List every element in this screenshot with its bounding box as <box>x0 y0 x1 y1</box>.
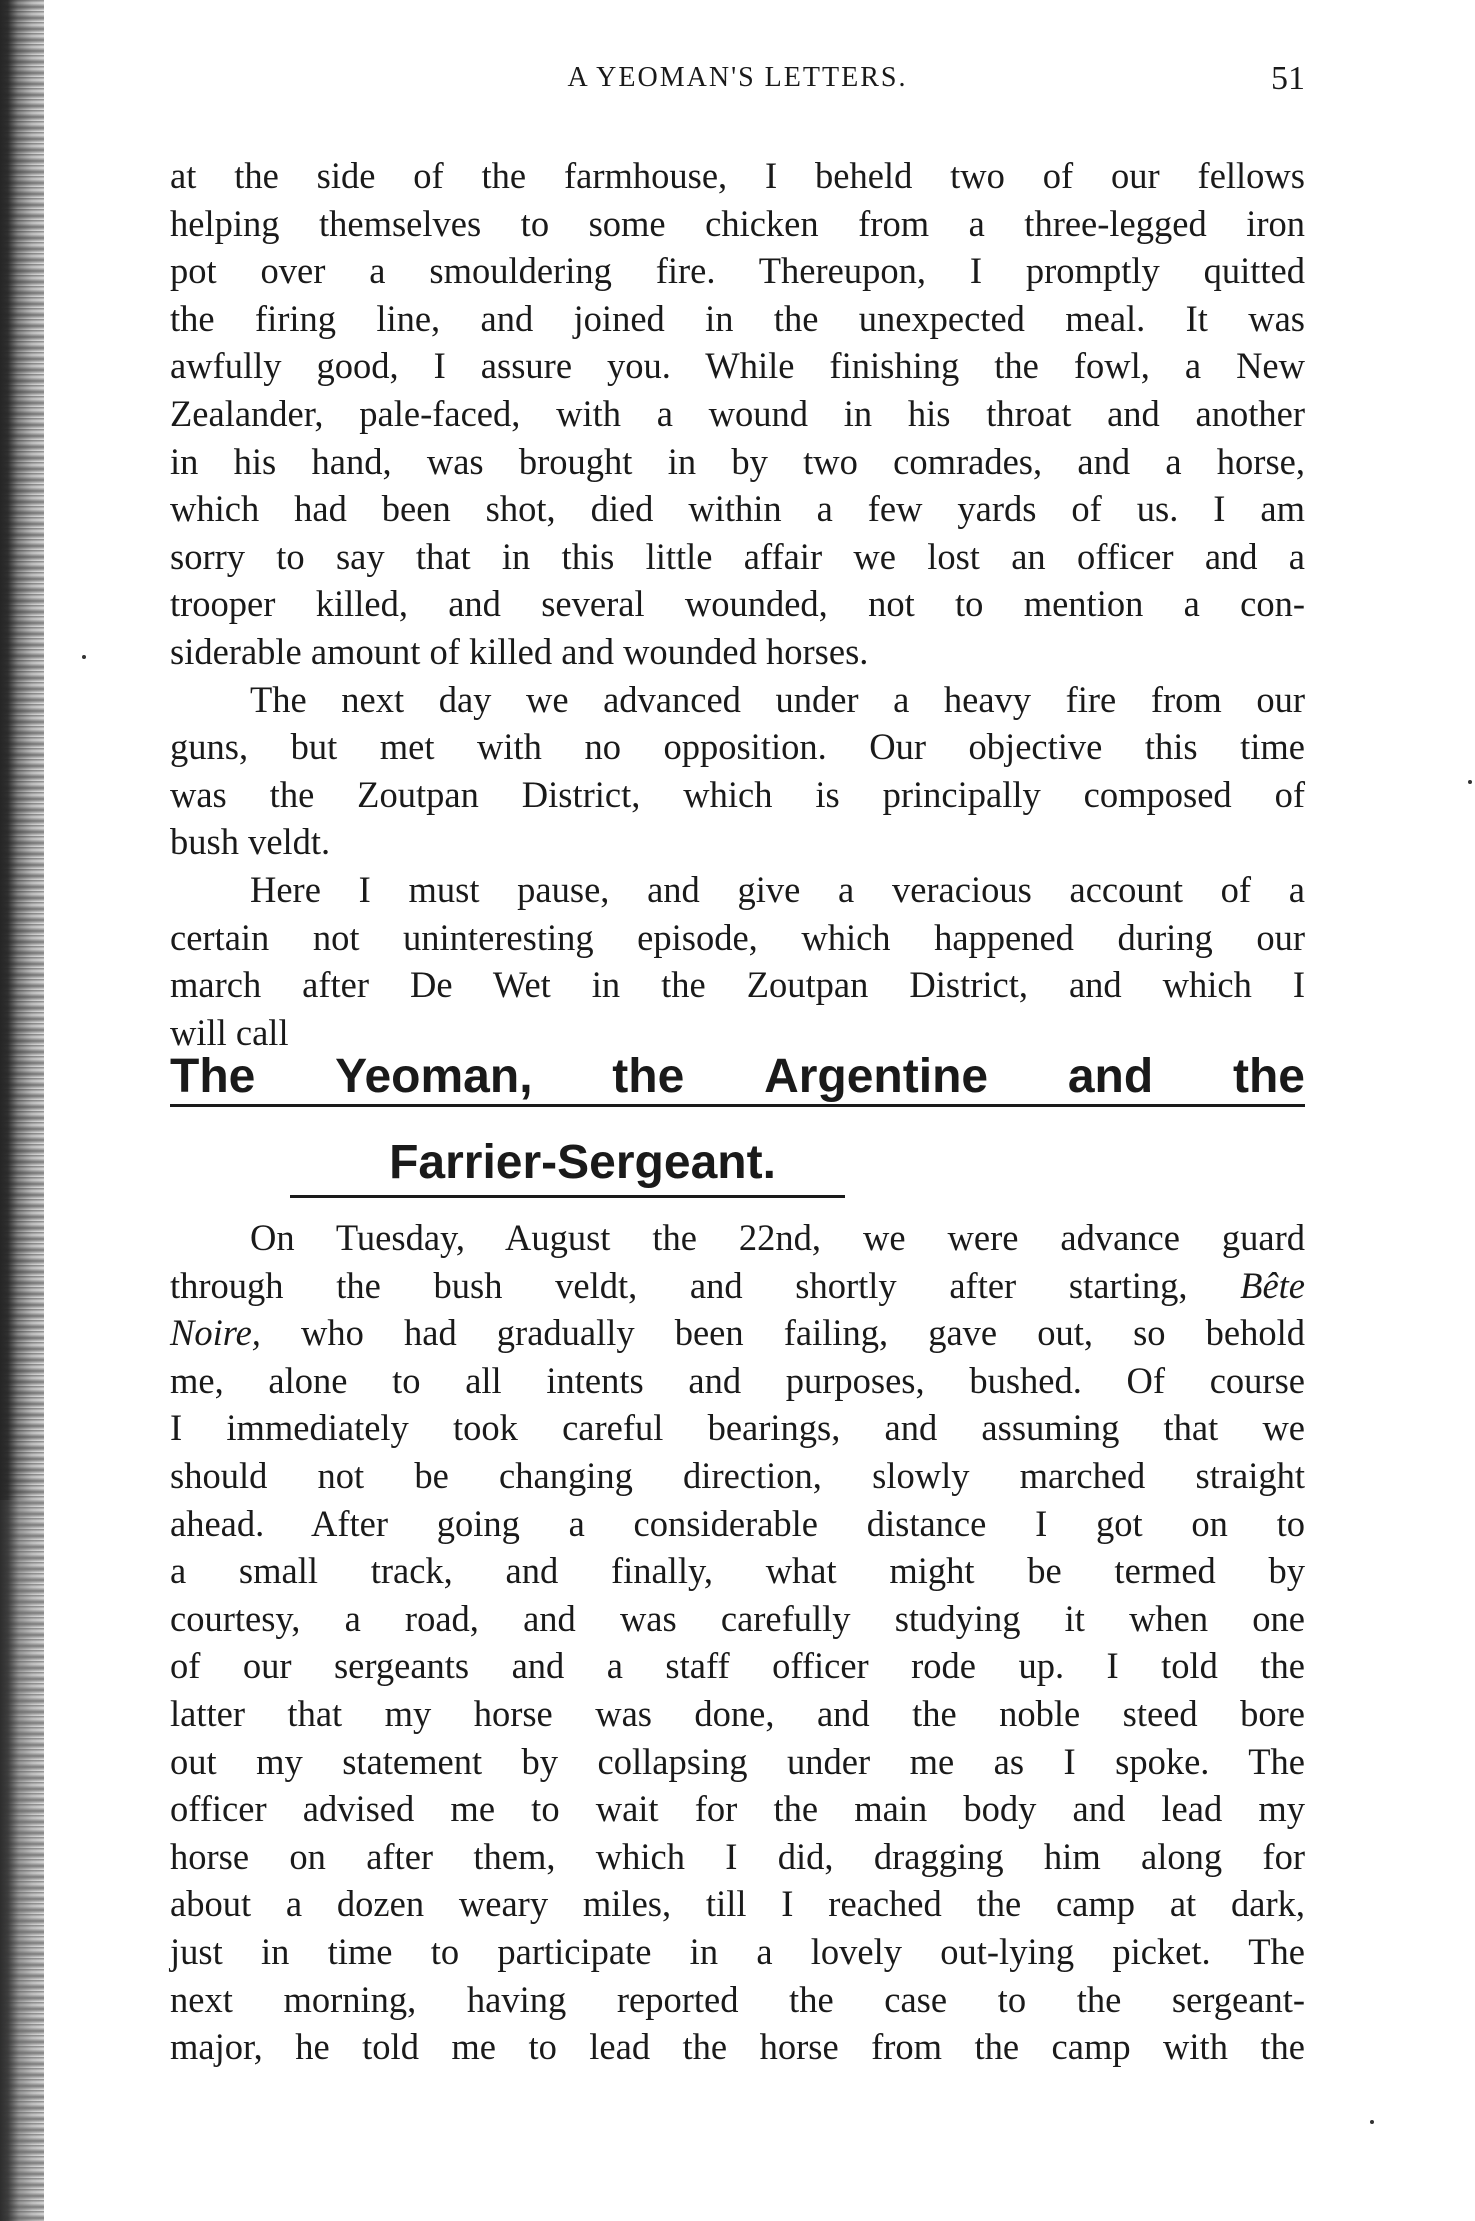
text-line: ahead. After going a considerable distance I got on to <box>170 1502 1305 1544</box>
running-head <box>170 62 1305 102</box>
text-line: me, alone to all intents and purposes, bushed. Of course <box>170 1359 1305 1401</box>
body-text-lower <box>170 1214 1305 2071</box>
heading-word: Yeoman, <box>335 1050 533 1103</box>
text-line: The next day we advanced under a heavy fire from our <box>250 678 1305 720</box>
text-line: about a dozen weary miles, till I reached the camp at dark, <box>170 1883 1305 1925</box>
text-line: sorry to say that in this little affair we lost an officer and a <box>170 535 1305 577</box>
italic-horse-name: Noire, <box>170 1312 261 1354</box>
running-title: A YEOMAN'S LETTERS. <box>567 62 908 93</box>
text-line: the firing line, and joined in the unexpected meal. It was <box>170 297 1305 339</box>
text-line: trooper killed, and several wounded, not to mention a con- <box>170 583 1305 625</box>
section-heading-line-1 <box>170 1042 1305 1107</box>
italic-horse-name: Bête <box>1240 1264 1306 1306</box>
text-line: major, he told me to lead the horse from the camp with the <box>170 2026 1305 2068</box>
body-text-upper <box>170 152 1305 1056</box>
heading-word: the <box>1232 1050 1305 1103</box>
scan-speck <box>1468 780 1472 784</box>
text-line: I immediately took careful bearings, and assuming that we <box>170 1407 1305 1449</box>
text-line: will call <box>170 1011 289 1053</box>
text-line: which had been shot, died within a few yards of us. I am <box>170 488 1305 530</box>
heading-word: Argentine <box>764 1050 989 1103</box>
text-line: courtesy, a road, and was carefully studying it when one <box>170 1597 1305 1639</box>
text-line: a small track, and finally, what might be termed by <box>170 1550 1305 1592</box>
heading-subtitle: Farrier-Sergeant. <box>389 1136 776 1189</box>
text-line: bush veldt. <box>170 821 331 863</box>
text-line: officer advised me to wait for the main body and lead my <box>170 1788 1305 1830</box>
paragraph-episode-intro <box>170 866 1305 1056</box>
text-line: On Tuesday, August the 22nd, we were advance guard <box>250 1217 1305 1258</box>
text-line-with-italic <box>170 1309 1305 1357</box>
text-line: helping themselves to some chicken from a three-legged iron <box>170 202 1305 244</box>
text-line: Here I must pause, and give a veracious account of a <box>250 868 1305 910</box>
heading-word: and <box>1067 1050 1154 1103</box>
paragraph-continuation <box>170 152 1305 676</box>
scan-speck <box>1370 2120 1374 2124</box>
text-line: march after De Wet in the Zoutpan District, and which I <box>170 964 1305 1006</box>
text-line: latter that my horse was done, and the noble steed bore <box>170 1692 1305 1734</box>
heading-word: The <box>170 1050 256 1103</box>
text-line: next morning, having reported the case to the sergeant- <box>170 1978 1305 2020</box>
text-fragment: who had gradually been failing, gave out, so behold <box>301 1312 1305 1354</box>
text-line: at the side of the farmhouse, I beheld two of our fellows <box>170 155 1305 196</box>
text-fragment: through the bush veldt, and shortly after starting, <box>170 1264 1188 1306</box>
text-line: out my statement by collapsing under me as I spoke. The <box>170 1740 1305 1782</box>
page-number: 51 <box>1271 60 1305 97</box>
text-line: siderable amount of killed and wounded horses. <box>170 630 869 672</box>
text-line: in his hand, was brought in by two comrades, and a horse, <box>170 440 1305 482</box>
heading-word: the <box>612 1050 685 1103</box>
text-line: certain not uninteresting episode, which happened during our <box>170 916 1305 958</box>
text-line: was the Zoutpan District, which is principally composed of <box>170 773 1305 815</box>
text-line-with-italic <box>170 1262 1305 1310</box>
text-line: just in time to participate in a lovely out-lying picket. The <box>170 1930 1305 1972</box>
text-line: should not be changing direction, slowly marched straight <box>170 1454 1305 1496</box>
paragraph-story <box>170 1214 1305 2071</box>
paragraph-advance <box>170 676 1305 866</box>
text-line: guns, but met with no opposition. Our objective this time <box>170 726 1305 768</box>
text-line: Zealander, pale-faced, with a wound in his throat and another <box>170 392 1305 434</box>
text-line: awfully good, I assure you. While finishing the fowl, a New <box>170 345 1305 387</box>
section-heading-line-2 <box>290 1135 845 1198</box>
text-line: horse on after them, which I did, dragging him along for <box>170 1835 1305 1877</box>
text-line: pot over a smouldering fire. Thereupon, I promptly quitted <box>170 250 1305 292</box>
text-line: of our sergeants and a staff officer rode up. I told the <box>170 1645 1305 1687</box>
scan-binding-shadow <box>0 1500 44 2221</box>
scan-speck <box>82 655 86 659</box>
